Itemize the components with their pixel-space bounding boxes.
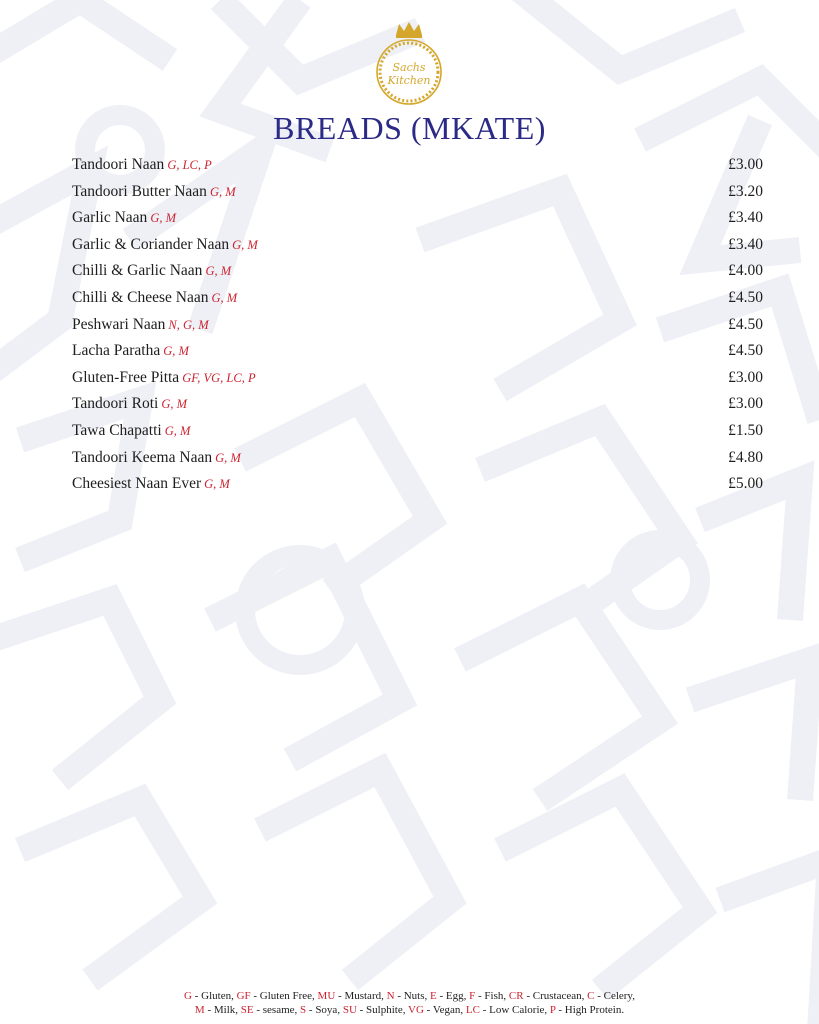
item-allergen-codes: G, M bbox=[204, 477, 230, 492]
item-price: £4.00 bbox=[728, 262, 763, 280]
legend-code: M bbox=[194, 1004, 205, 1016]
item-price: £3.00 bbox=[728, 368, 763, 386]
item-price: £5.00 bbox=[728, 475, 763, 493]
legend-code: P bbox=[549, 1004, 556, 1016]
legend-label: - Fish, bbox=[475, 990, 509, 1002]
item-price: £4.50 bbox=[728, 288, 763, 306]
item-price: £3.20 bbox=[728, 182, 763, 200]
legend-line-1 bbox=[0, 989, 819, 1003]
menu-item bbox=[72, 312, 763, 339]
item-name: Peshwari Naan bbox=[72, 315, 166, 333]
menu-item bbox=[72, 365, 763, 392]
legend-label: - Gluten, bbox=[191, 990, 237, 1002]
legend-code: N bbox=[386, 990, 395, 1002]
legend-label: - Low Calorie, bbox=[479, 1004, 550, 1016]
menu-item bbox=[72, 285, 763, 312]
legend-code: G bbox=[184, 990, 192, 1002]
item-name: Chilli & Cheese Naan bbox=[72, 288, 209, 306]
menu-item bbox=[72, 418, 763, 445]
menu-item bbox=[72, 258, 763, 285]
item-name: Tandoori Roti bbox=[72, 395, 159, 413]
legend-label: - Mustard, bbox=[335, 990, 387, 1002]
legend-line-2 bbox=[0, 1003, 819, 1017]
legend-label: - Soya, bbox=[306, 1004, 343, 1016]
item-price: £4.80 bbox=[728, 448, 763, 466]
menu-item bbox=[72, 205, 763, 232]
menu-item bbox=[72, 391, 763, 418]
logo bbox=[371, 22, 447, 106]
legend-label: - Gluten Free, bbox=[250, 990, 318, 1002]
item-price: £3.00 bbox=[728, 156, 763, 173]
item-allergen-codes: G, M bbox=[150, 211, 177, 226]
item-price: £3.40 bbox=[728, 235, 763, 253]
item-price: £4.50 bbox=[728, 342, 763, 360]
item-name: Garlic Naan bbox=[72, 209, 148, 227]
legend-code: E bbox=[430, 990, 437, 1002]
logo-text-line1: Sachs bbox=[392, 61, 426, 74]
legend-code: CR bbox=[508, 990, 524, 1002]
item-allergen-codes: G, M bbox=[215, 450, 241, 465]
menu-item bbox=[72, 338, 763, 365]
menu-list bbox=[72, 152, 763, 498]
legend-code: SU bbox=[342, 1004, 357, 1016]
legend-label: - Milk, bbox=[204, 1004, 241, 1016]
legend-label: - sesame, bbox=[253, 1004, 301, 1016]
allergen-legend bbox=[0, 989, 819, 1017]
legend-code: C bbox=[587, 990, 595, 1002]
item-name: Chilli & Garlic Naan bbox=[72, 262, 203, 280]
logo-text-line2: Kitchen bbox=[387, 74, 431, 87]
item-name: Tandoori Butter Naan bbox=[72, 182, 207, 200]
item-name: Gluten-Free Pitta bbox=[72, 368, 180, 386]
page-title: BREADS (MKATE) bbox=[273, 110, 546, 146]
legend-label: - Sulphite, bbox=[356, 1004, 409, 1016]
legend-label: - Crustacean, bbox=[523, 990, 588, 1002]
legend-code: LC bbox=[465, 1004, 480, 1016]
legend-label: - Egg, bbox=[436, 990, 470, 1002]
item-allergen-codes: G, M bbox=[164, 423, 191, 438]
menu-item bbox=[72, 179, 763, 206]
legend-code: F bbox=[469, 990, 476, 1002]
item-allergen-codes: G, M bbox=[161, 397, 188, 412]
item-allergen-codes: G, M bbox=[205, 264, 232, 279]
menu-item bbox=[72, 232, 763, 259]
item-allergen-codes: G, M bbox=[232, 237, 258, 252]
item-name: Garlic & Coriander Naan bbox=[72, 235, 230, 253]
item-allergen-codes: G, M bbox=[209, 184, 236, 199]
legend-label: - High Protein. bbox=[555, 1004, 625, 1016]
legend-code: MU bbox=[317, 990, 336, 1002]
item-allergen-codes: G, LC, P bbox=[167, 158, 212, 172]
menu-item bbox=[72, 445, 763, 472]
menu-item bbox=[72, 152, 763, 179]
legend-label: - Nuts, bbox=[394, 990, 431, 1002]
legend-code: SE bbox=[240, 1004, 254, 1016]
item-name: Tawa Chapatti bbox=[72, 421, 162, 439]
item-name: Cheesiest Naan Ever bbox=[72, 475, 202, 493]
legend-label: - Celery, bbox=[594, 990, 635, 1002]
item-price: £4.50 bbox=[728, 315, 763, 333]
legend-code: GF bbox=[236, 990, 251, 1002]
item-allergen-codes: G, M bbox=[211, 290, 238, 305]
crown-laurel-wreath-icon bbox=[371, 22, 447, 106]
item-allergen-codes: GF, VG, LC, P bbox=[182, 370, 256, 385]
legend-code: VG bbox=[408, 1004, 424, 1016]
menu-item bbox=[72, 471, 763, 498]
item-price: £3.40 bbox=[728, 209, 763, 227]
legend-label: - Vegan, bbox=[423, 1004, 466, 1016]
legend-code: S bbox=[300, 1004, 307, 1016]
item-allergen-codes: G, M bbox=[163, 344, 189, 359]
item-allergen-codes: N, G, M bbox=[168, 317, 209, 332]
item-name: Tandoori Naan bbox=[72, 156, 165, 173]
item-name: Lacha Paratha bbox=[72, 342, 161, 360]
item-price: £1.50 bbox=[728, 421, 763, 439]
item-name: Tandoori Keema Naan bbox=[72, 448, 213, 466]
item-price: £3.00 bbox=[728, 395, 763, 413]
